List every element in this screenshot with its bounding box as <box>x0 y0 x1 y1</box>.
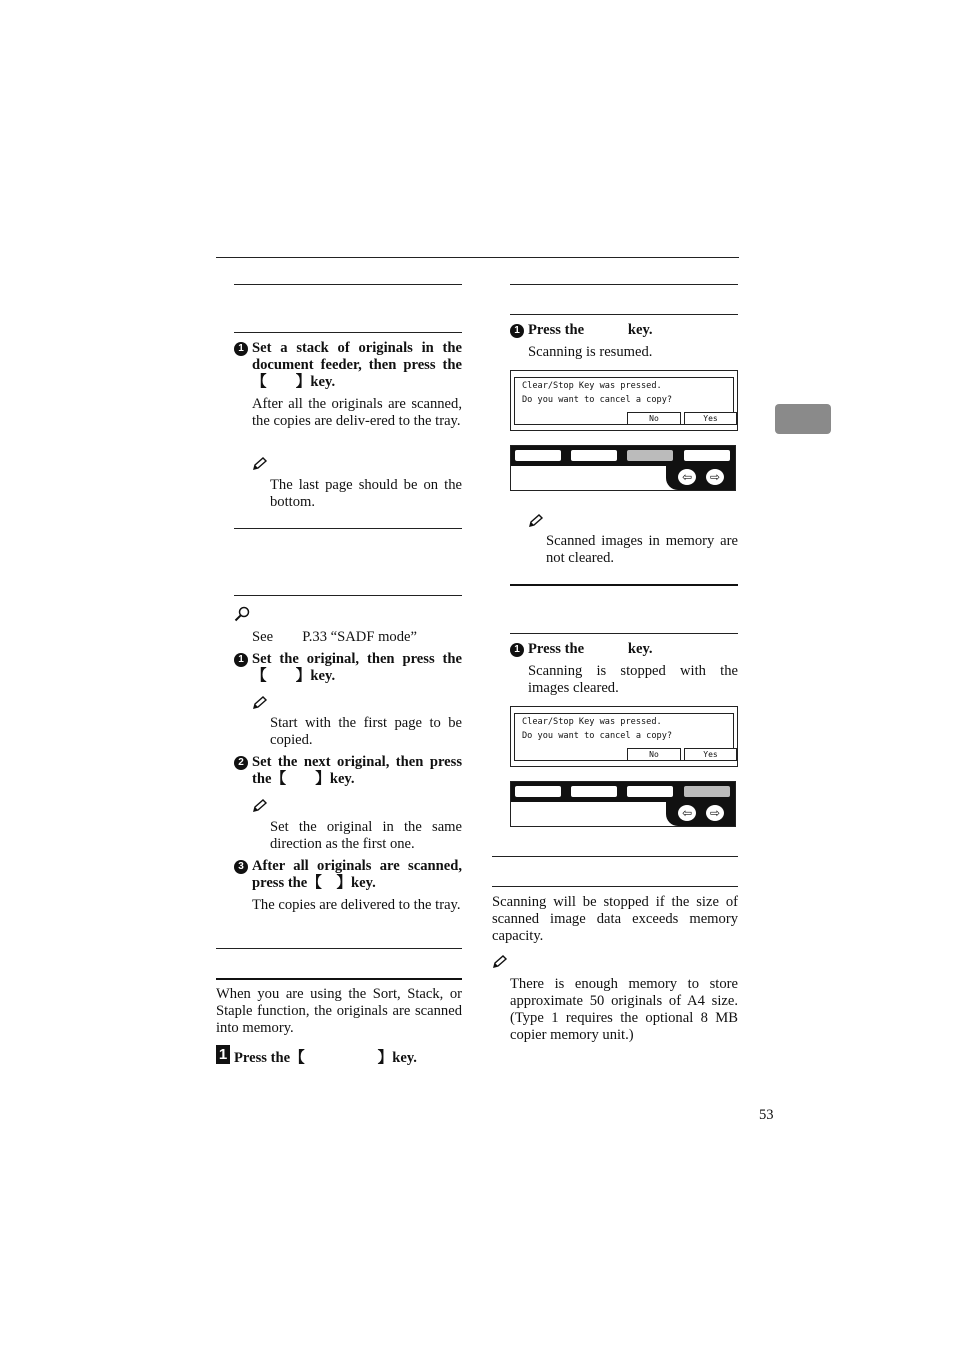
step-number: 3 <box>234 860 248 874</box>
step-number: 1 <box>234 653 248 667</box>
soft-key[interactable] <box>684 450 730 461</box>
arrow-left-icon[interactable]: ⇦ <box>678 805 696 821</box>
header-rule <box>216 257 739 258</box>
section-rule <box>234 284 462 285</box>
soft-key-panel <box>510 781 736 827</box>
step-text: Set a stack of originals in the document feeder, then press the【 】key. <box>252 340 462 390</box>
section-rule <box>492 886 738 887</box>
section-rule <box>510 584 738 586</box>
arrow-left-icon[interactable]: ⇦ <box>678 469 696 485</box>
page-number: 53 <box>759 1107 774 1123</box>
pencil-icon <box>252 696 268 710</box>
step-number: 1 <box>234 342 248 356</box>
section-rule <box>492 856 738 857</box>
note-text: Scanned images in memory are not cleared. <box>546 533 738 566</box>
step-text: Press the key. <box>528 641 653 657</box>
section-rule <box>216 978 462 980</box>
pencil-icon <box>252 457 268 471</box>
note-text: There is enough memory to store approximate 50 originals of A4 size. (Type 1 requires the optional 8 MB copier memory unit.) <box>510 976 738 1043</box>
panel-message: Clear/Stop Key was pressed. Do you want to cancel a copy? <box>522 381 673 405</box>
no-button[interactable]: No <box>627 748 681 761</box>
soft-key[interactable] <box>627 786 673 797</box>
section-rule <box>510 284 738 285</box>
note-text: Start with the first page to be copied. <box>270 715 462 748</box>
note-text: The last page should be on the bottom. <box>270 477 462 510</box>
soft-key[interactable] <box>515 786 561 797</box>
step-description: After all the originals are scanned, the copies are deliv-ered to the tray. <box>252 396 462 429</box>
panel-message: Clear/Stop Key was pressed. Do you want to cancel a copy? <box>522 717 673 741</box>
magnifier-icon <box>234 606 250 622</box>
soft-key-panel <box>510 445 736 491</box>
section-rule <box>234 528 462 529</box>
section-rule <box>510 633 738 634</box>
display-panel <box>510 706 738 767</box>
step-number-large: 1 <box>216 1045 230 1064</box>
step-number: 1 <box>510 643 524 657</box>
soft-key[interactable] <box>571 450 617 461</box>
arrow-right-icon[interactable]: ⇨ <box>706 469 724 485</box>
no-button[interactable]: No <box>627 412 681 425</box>
step-description: Scanning is resumed. <box>528 344 653 360</box>
paragraph: When you are using the Sort, Stack, or Staple function, the originals are scanned into memory. <box>216 986 462 1036</box>
step-text: Set the original, then press the【 】key. <box>252 651 462 684</box>
step-description: The copies are delivered to the tray. <box>252 897 461 913</box>
step-number: 2 <box>234 756 248 770</box>
soft-key-selected[interactable] <box>684 786 730 797</box>
section-rule <box>510 314 738 315</box>
yes-button[interactable]: Yes <box>684 748 737 761</box>
soft-key[interactable] <box>515 450 561 461</box>
step-text: Press the【 】key. <box>234 1050 417 1066</box>
note-text: Set the original in the same direction as the first one. <box>270 819 462 852</box>
step-text: Press the key. <box>528 322 653 338</box>
reference-text: See P.33 “SADF mode” <box>252 629 417 645</box>
section-rule <box>216 948 462 949</box>
step-description: Scanning is stopped with the images cleared. <box>528 663 738 696</box>
pencil-icon <box>492 955 508 969</box>
chapter-tab <box>775 404 831 434</box>
pencil-icon <box>252 799 268 813</box>
section-rule <box>234 595 462 596</box>
arrow-right-icon[interactable]: ⇨ <box>706 805 724 821</box>
section-rule <box>234 332 462 333</box>
paragraph: Scanning will be stopped if the size of scanned image data exceeds memory capacity. <box>492 894 738 944</box>
step-text: Set the next original, then press the【 】key. <box>252 754 462 787</box>
display-panel <box>510 370 738 431</box>
pencil-icon <box>528 514 544 528</box>
step-text: After all originals are scanned, press the【 】key. <box>252 858 462 891</box>
soft-key-selected[interactable] <box>627 450 673 461</box>
yes-button[interactable]: Yes <box>684 412 737 425</box>
step-number: 1 <box>510 324 524 338</box>
soft-key[interactable] <box>571 786 617 797</box>
